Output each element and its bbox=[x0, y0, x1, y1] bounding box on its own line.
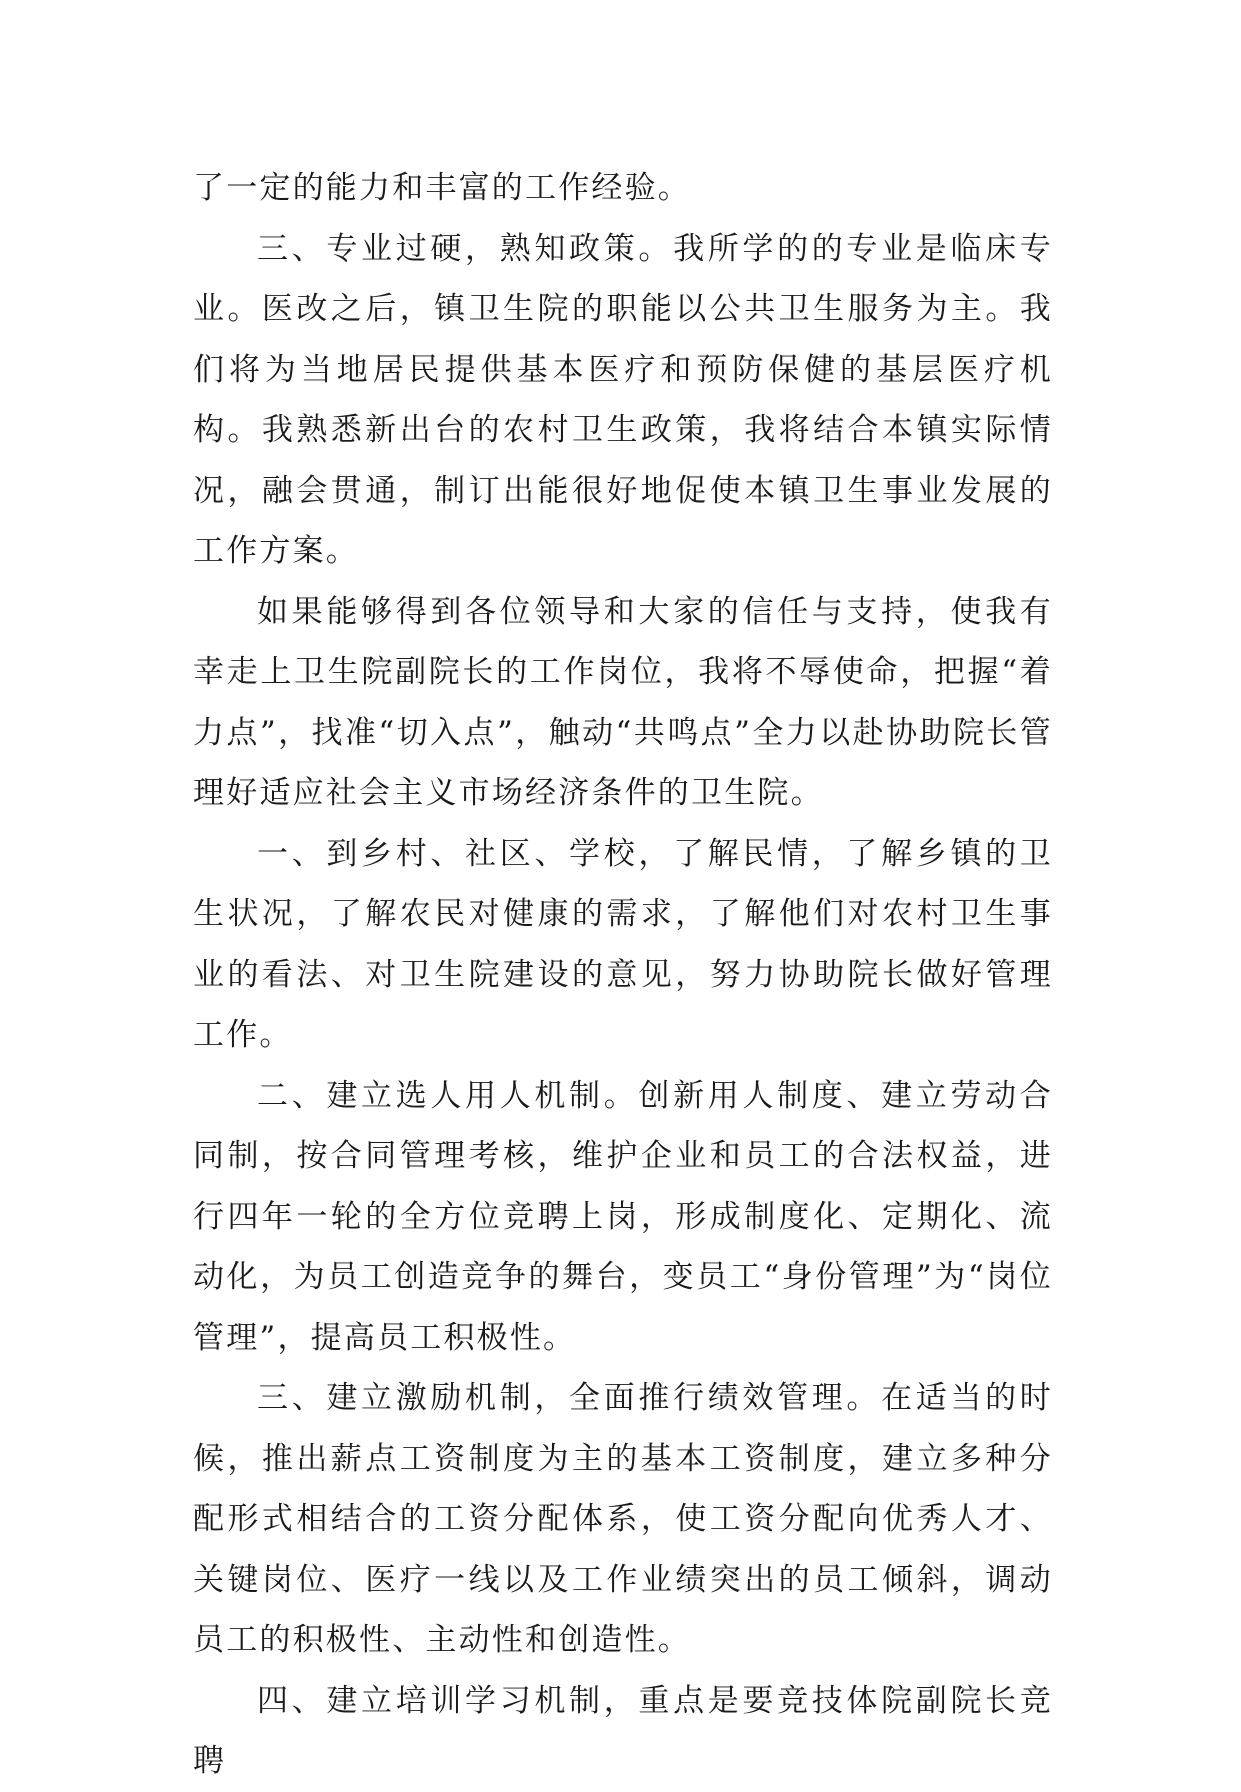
paragraph-commitment: 如果能够得到各位领导和大家的信任与支持，使我有幸走上卫生院副院长的工作岗位，我将不辱使命，把握“着力点”，找准“切入点”，触动“共鸣点”全力以赴协助院长管理好适应社会主义市场经济条件的卫生院。 bbox=[193, 593, 1053, 811]
document-body bbox=[193, 158, 1053, 1792]
paragraph-point-three: 三、建立激励机制，全面推行绩效管理。在适当的时候，推出薪点工资制度为主的基本工资制度，建立多种分配形式相结合的工资分配体系，使工资分配向优秀人才、关键岗位、医疗一线以及工作业绩突出的员工倾斜，调动员工的积极性、主动性和创造性。 bbox=[193, 1380, 1053, 1658]
paragraph-point-four: 四、建立培训学习机制，重点是要竞技体院副院长竞聘 bbox=[193, 1682, 1053, 1779]
paragraph-point-one: 一、到乡村、社区、学校，了解民情，了解乡镇的卫生状况，了解农民对健康的需求，了解他们对农村卫生事业的看法、对卫生院建设的意见，努力协助院长做好管理工作。 bbox=[193, 835, 1053, 1053]
paragraph-continuation: 了一定的能力和丰富的工作经验。 bbox=[193, 170, 691, 206]
paragraph-point-two: 二、建立选人用人机制。创新用人制度、建立劳动合同制，按合同管理考核，维护企业和员工的合法权益，进行四年一轮的全方位竞聘上岗，形成制度化、定期化、流动化，为员工创造竞争的舞台，变员工“身份管理”为“岗位管理”，提高员工积极性。 bbox=[193, 1077, 1053, 1356]
paragraph-professional-skills: 三、专业过硬，熟知政策。我所学的的专业是临床专业。医改之后，镇卫生院的职能以公共卫生服务为主。我们将为当地居民提供基本医疗和预防保健的基层医疗机构。我熟悉新出台的农村卫生政策，我将结合本镇实际情况，融会贯通，制订出能很好地促使本镇卫生事业发展的工作方案。 bbox=[193, 230, 1053, 569]
